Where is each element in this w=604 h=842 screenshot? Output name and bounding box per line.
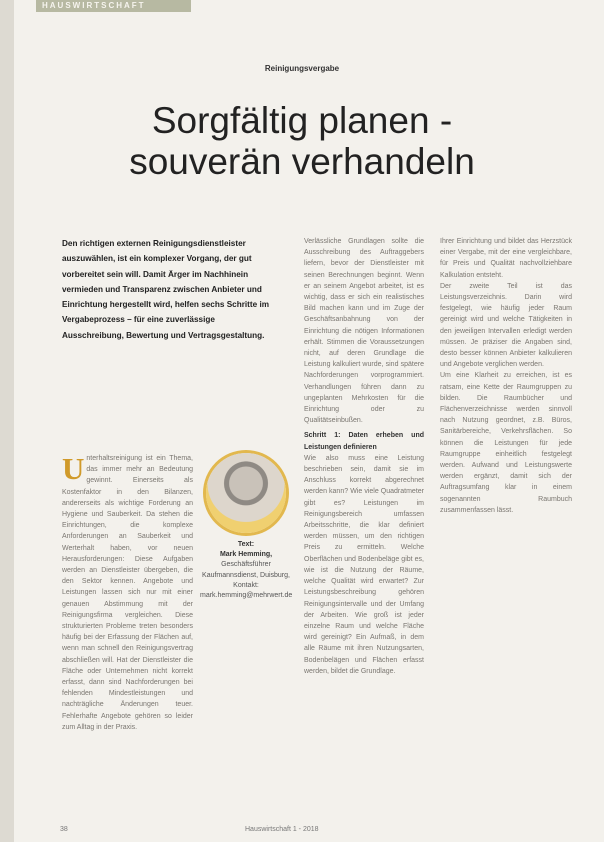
page-number: 38 bbox=[60, 826, 68, 833]
kicker: Reinigungsvergabe bbox=[264, 64, 340, 73]
body-column-1 bbox=[62, 453, 193, 821]
author-details: Geschäftsführer Kaufmannsdienst, Duisburg, Kontakt: mark.hemming@mehrwert.de bbox=[200, 561, 293, 600]
body-text: Um eine Klarheit zu erreichen, ist es ratsam, eine Kette der Raumgruppen zu bilden. Die Raumbücher und Flächenverzeichnisse werden sinnvoll nach Nutzung geordnet, z.B. Büros, Sanitärbereiche, Verkehrsflächen. So können die Leistungen für jede Raumgruppe einheitlich festgelegt werden. Aufwand und Leistungswerte werden ergänzt, damit sich der Auftragsumfang klar in einem sogenannten Raumbuch zusammenfassen lässt. bbox=[440, 372, 572, 514]
author-name: Mark Hemming, bbox=[219, 551, 273, 559]
caption-label: Text: bbox=[237, 541, 255, 548]
subheading: Schritt 1: Daten erheben und Leistungen definieren bbox=[304, 432, 424, 451]
title-line-1: Sorgfältig planen - bbox=[151, 100, 453, 141]
section-label: HAUSWIRTSCHAFT bbox=[42, 1, 146, 10]
title-line-2: souverän verhandeln bbox=[129, 141, 475, 182]
body-text: Ihrer Einrichtung und bildet das Herzstück einer Vergabe, mit der eine vergleichbare, für Preis und Qualität nachvollziehbare Kalkulation entsteht. bbox=[440, 238, 572, 279]
body-column-2 bbox=[304, 236, 424, 816]
lead-paragraph: Den richtigen externen Reinigungsdienstleister auszuwählen, ist ein komplexer Vorgang, der gut vorbereitet sein will. Damit Ärger im Nachhinein vermieden und Transparenz zwischen Anbieter und Einrichtung hergestellt wird, helfen sechs Schritte im Vergabeprozess – für eine zuverlässige Ausschreibung, Bewertung und Vertragsgestaltung. bbox=[62, 239, 270, 340]
body-text: Verlässliche Grundlagen sollte die Ausschreibung des Auftraggebers liefern, bevor der Dienstleister mit seinen Berechnungen beginnt. Wenn er an seinem Angebot arbeitet, ist es wichtig, dass er sich ein realistisches Bild machen kann und im Zuge der Geschäftsanbahnung von der Einrichtung die nötigen Informationen erhält. Stimmen die Voraussetzungen nicht, auf deren Grundlage die Leistung kalkuliert wurde, sind spätere Nachforderungen vorprogrammiert. Verhandlungen führen dann zu ungeplanten Mehrkosten für die Einrichtung oder zu Qualitätseinbußen. bbox=[304, 238, 424, 425]
author-portrait bbox=[206, 453, 286, 533]
body-text: Der zweite Teil ist das Leistungsverzeichnis. Darin wird festgelegt, wie häufig jeder Raum gereinigt wird und welche Tätigkeiten in den jeweiligen Intervallen erledigt werden müssen. Je präziser die Angaben sind, desto besser können Anbieter kalkulieren und Angebote verglichen werden. bbox=[440, 282, 572, 369]
magazine-issue: Hauswirtschaft 1 - 2018 bbox=[245, 826, 319, 833]
article-title bbox=[0, 100, 604, 182]
body-text: nterhaltsreinigung ist ein Thema, das immer mehr an Bedeutung gewinnt. Einerseits als Kostenfaktor in den Bilanzen, andererseits als wichtige Forderung an Hygiene und Sauberkeit. Da stehen die Einrichtungen, die komplexe Anforderungen an Sauberkeit und Werterhalt haben, vor neuen Herausforderungen: Diese Aufgaben werden an Dienstleister übergeben, die den Sektor kennen. Angebote und Leistungen lassen sich nur mit einer genauen Abstimmung mit der Reinigungsfirma vergleichen. Diese strukturierten Probleme treten besonders häufig bei der Erfassung der Flächen auf, wenn man schnell den Reinigungsvertrag abschließen will. Hat der Dienstleister die Fläche oder Unternehmen nicht korrekt erfasst, dann sind Nachforderungen bei fehlenden Mindestleistungen und nachträgliche Änderungen teuer. Fehlerhafte Angebote gehören so leider zum Alltag in der Praxis. bbox=[62, 455, 193, 731]
body-text: Wie also muss eine Leistung beschrieben sein, damit sie im Anschluss korrekt abgerechnet werden kann? Wie viele Quadratmeter gibt es? Leistungen im Reinigungsbereich umfassen Arbeitsschritte, die klar definiert werden müssen, um den richtigen Preis zu ermitteln. Welche Oberflächen und Bodenbeläge gibt es, wie ist die Nutzung der Räume, welche Qualität wird erwartet? Zur Leistungsbeschreibung gehören Reinigungsintervalle und der Umfang der Arbeiten. Wie groß ist jeder einzelne Raum und welche Fläche wird gereinigt? Ein Aufmaß, in dem alle Räume mit ihren Nutzungsarten, Bodenbelägen und Flächen erfasst werden, bildet die Grundlage. bbox=[304, 454, 424, 675]
author-caption bbox=[200, 540, 292, 601]
section-band bbox=[36, 0, 191, 12]
body-column-3 bbox=[440, 236, 572, 816]
drop-cap: U bbox=[62, 453, 85, 486]
